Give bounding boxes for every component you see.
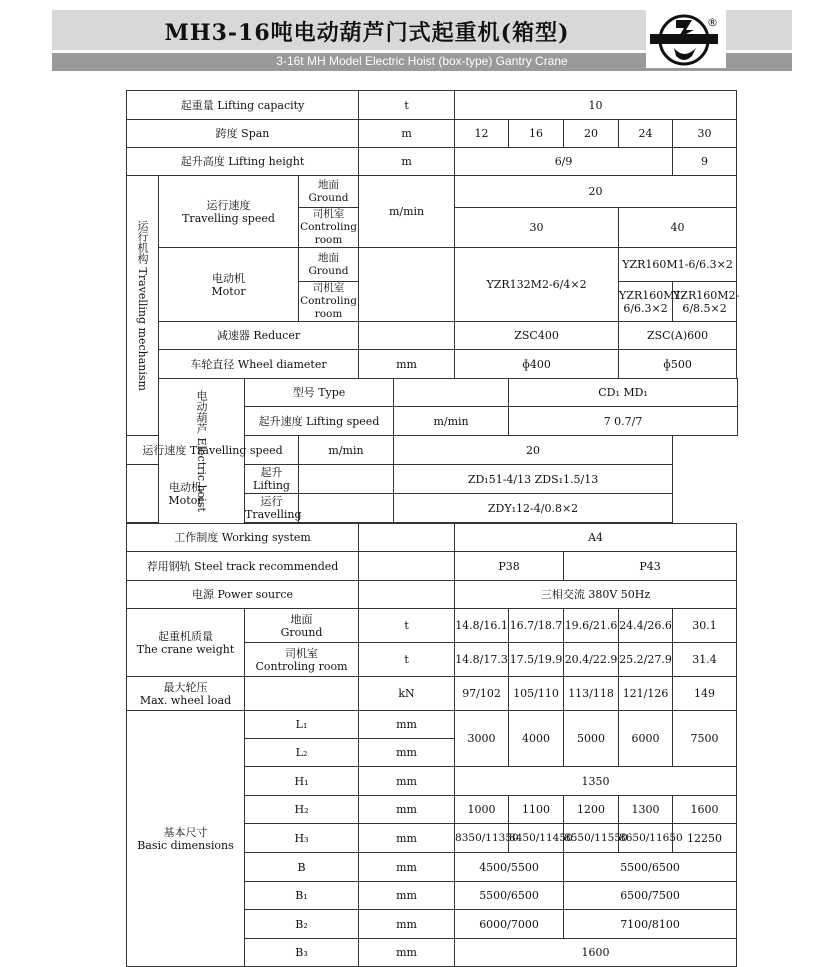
value-cell: YZR132M2-6/4×2 [455, 248, 619, 322]
sub-label: H₃ [245, 824, 359, 853]
value-cell: P38 [455, 552, 564, 581]
label-en: Ground [308, 191, 349, 204]
table-row [127, 91, 742, 120]
value-cell: 9 [673, 148, 737, 176]
label-en: Motor [211, 284, 246, 298]
table-row [127, 120, 742, 148]
value-cell: 8550/11550 [564, 824, 619, 853]
row-label: 型号 Type [245, 379, 394, 407]
unit-cell: kN [359, 677, 455, 711]
label-en: Basic dimensions [137, 838, 234, 852]
row-label: 起升速度 Lifting speed [245, 407, 394, 436]
table-row [127, 248, 742, 282]
label-cn: 基本尺寸 [163, 825, 208, 839]
row-label: 运行速度 Travelling speed [127, 436, 299, 465]
unit-cell [394, 379, 509, 407]
unit-cell: mm [359, 711, 455, 739]
sub-label [245, 677, 359, 711]
value-cell: 24 [619, 120, 673, 148]
sub-label: L₂ [245, 739, 359, 767]
unit-cell: m/min [299, 436, 394, 465]
value-cell: CD₁ MD₁ [509, 379, 738, 407]
page-subtitle: 3-16t MH Model Electric Hoist (box-type) Gantry Crane [276, 54, 568, 68]
label-en: Max. wheel load [139, 693, 232, 707]
value-cell: 97/102 [455, 677, 509, 711]
value-cell: 4000 [509, 711, 564, 767]
value-cell: 14.8/16.1 [455, 609, 509, 643]
value-cell: ZD₁51-4/13 ZDS₁1.5/13 [394, 465, 673, 494]
value-cell: 8350/11350 [455, 824, 509, 853]
table-row [127, 524, 742, 552]
value-cell: 4500/5500 [455, 853, 564, 882]
value-cell: 7500 [673, 711, 737, 767]
unit-cell: mm [359, 796, 455, 824]
value-cell: 149 [673, 677, 737, 711]
label-cn: 地面 [318, 178, 340, 191]
registered-mark: ® [707, 16, 718, 29]
value-cell: 7100/8100 [564, 910, 737, 939]
unit-cell: m [359, 148, 455, 176]
table-row [127, 436, 742, 465]
sub-label: B₃ [245, 939, 359, 967]
value-cell: 8650/11650 [619, 824, 673, 853]
row-label: 跨度 Span [127, 120, 359, 148]
row-label: 起升高度 Lifting height [127, 148, 359, 176]
value-cell: 1350 [455, 767, 737, 796]
row-label [127, 711, 245, 967]
value-cell: 24.4/26.6 [619, 609, 673, 643]
unit-cell: t [359, 91, 455, 120]
table-row [127, 552, 742, 581]
sub-label: H₁ [245, 767, 359, 796]
value-cell: 5500/6500 [455, 882, 564, 910]
row-label [159, 248, 299, 322]
unit-cell: mm [359, 350, 455, 379]
unit-cell: m/min [359, 176, 455, 248]
row-label [127, 609, 245, 677]
unit-cell [359, 322, 455, 350]
unit-cell [299, 494, 394, 523]
table-row [127, 581, 742, 609]
value-cell: 113/118 [564, 677, 619, 711]
table-row [127, 350, 742, 379]
table-row [127, 148, 742, 176]
unit-cell [299, 465, 394, 494]
table-row [127, 609, 742, 643]
label-cn: 电动机 [212, 271, 245, 285]
value-cell: 20 [455, 176, 737, 208]
sub-label [299, 248, 359, 282]
row-label [127, 465, 245, 523]
unit-cell [359, 552, 455, 581]
row-label [127, 677, 245, 711]
label-cn: 电动机 [169, 480, 202, 494]
value-cell: 1600 [673, 796, 737, 824]
value-cell: 1000 [455, 796, 509, 824]
value-cell: 16 [509, 120, 564, 148]
label-cn: 地面 [318, 251, 340, 264]
label-cn: 最大轮压 [163, 680, 208, 694]
value-cell: 3000 [455, 711, 509, 767]
value-cell: 7 0.7/7 [509, 407, 738, 436]
value-cell: YZR160M1-6/6.3×2 [619, 248, 737, 282]
value-cell: ZSC400 [455, 322, 619, 350]
value-cell: 30 [455, 208, 619, 248]
table-row [127, 465, 742, 494]
sub-label: B₂ [245, 910, 359, 939]
value-cell: 121/126 [619, 677, 673, 711]
label-cn: 司机室 [285, 646, 319, 660]
unit-cell: m/min [394, 407, 509, 436]
row-label: 电源 Power source [127, 581, 359, 609]
spec-table [126, 90, 742, 967]
sub-label: 起升 Lifting [245, 465, 299, 494]
value-cell: 20 [564, 120, 619, 148]
value-cell: 5500/6500 [564, 853, 737, 882]
value-cell: 16.7/18.7 [509, 609, 564, 643]
value-cell: 30.1 [673, 609, 737, 643]
value-cell: ZDY₁12-4/0.8×2 [394, 494, 673, 523]
row-label: 工作制度 Working system [127, 524, 359, 552]
value-cell: 8450/11450 [509, 824, 564, 853]
value-cell: 20.4/22.9 [564, 643, 619, 677]
row-label: 减速器 Reducer [159, 322, 359, 350]
value-cell: 三相交流 380V 50Hz [455, 581, 737, 609]
value-cell: YZR160M1-6/6.3×2 [619, 282, 673, 322]
label-cn: 运行速度 [206, 198, 251, 212]
row-label [159, 176, 299, 248]
value-cell: 20 [394, 436, 673, 465]
value-cell: 1100 [509, 796, 564, 824]
table-row [127, 379, 742, 407]
value-cell: 5000 [564, 711, 619, 767]
value-cell: 14.8/17.3 [455, 643, 509, 677]
sub-label [245, 609, 359, 643]
value-cell: 31.4 [673, 643, 737, 677]
value-cell: 19.6/21.6 [564, 609, 619, 643]
unit-cell [359, 524, 455, 552]
label-cn: 起重机质量 [158, 629, 213, 643]
sub-label [299, 208, 359, 248]
value-cell: A4 [455, 524, 737, 552]
value-cell: 6000/7000 [455, 910, 564, 939]
sub-label [245, 643, 359, 677]
unit-cell [359, 581, 455, 609]
unit-cell: m [359, 120, 455, 148]
sub-label: L₁ [245, 711, 359, 739]
unit-cell: mm [359, 739, 455, 767]
group-label: 电动葫芦 Electric hoist [159, 379, 245, 524]
table-row [127, 677, 742, 711]
value-cell: ɸ400 [455, 350, 619, 379]
unit-cell: mm [359, 910, 455, 939]
value-cell: 12250 [673, 824, 737, 853]
value-cell: 12 [455, 120, 509, 148]
value-cell: 25.2/27.9 [619, 643, 673, 677]
sub-label [299, 282, 359, 322]
value-cell: 10 [455, 91, 737, 120]
value-cell: 30 [673, 120, 737, 148]
unit-cell [359, 248, 455, 322]
value-cell: 6000 [619, 711, 673, 767]
value-cell: 17.5/19.9 [509, 643, 564, 677]
value-cell: 1600 [455, 939, 737, 967]
value-cell: ZSC(A)600 [619, 322, 737, 350]
row-label: 车轮直径 Wheel diameter [159, 350, 359, 379]
sub-label: 运行 Travelling [245, 495, 302, 521]
label-en: Controling room [255, 659, 348, 673]
sub-label: B [245, 853, 359, 882]
value-cell: 105/110 [509, 677, 564, 711]
value-cell: 6/9 [455, 148, 673, 176]
table-row [127, 711, 742, 739]
label-cn: 地面 [290, 612, 313, 626]
value-cell: 40 [619, 208, 737, 248]
unit-cell: mm [359, 767, 455, 796]
label-en: Travelling speed [182, 211, 275, 225]
value-cell: 1300 [619, 796, 673, 824]
label-cn: 司机室 [312, 208, 345, 220]
unit-cell: t [359, 643, 455, 677]
sub-label [299, 176, 359, 208]
table-row [127, 322, 742, 350]
label-en: Ground [280, 625, 323, 639]
label-en: Ground [308, 264, 349, 277]
value-cell: 6500/7500 [564, 882, 737, 910]
row-label: 起重量 Lifting capacity [127, 91, 359, 120]
sub-label: H₂ [245, 796, 359, 824]
row-label: 荐用钢轨 Steel track recommended [127, 552, 359, 581]
unit-cell: mm [359, 939, 455, 967]
sub-label: B₁ [245, 882, 359, 910]
label-en: Controling room [300, 221, 357, 246]
value-cell: YZR160M2-6/8.5×2 [673, 282, 737, 322]
page-title: MH3-16吨电动葫芦门式起重机(箱型) [164, 20, 570, 46]
value-cell: 1200 [564, 796, 619, 824]
label-en: Motor [168, 493, 203, 507]
unit-cell: mm [359, 853, 455, 882]
group-label: 运行机构 Travelling mechanism [127, 176, 159, 436]
label-cn: 司机室 [312, 282, 345, 294]
label-en: Controling room [300, 295, 357, 320]
value-cell: P43 [564, 552, 737, 581]
unit-cell: mm [359, 824, 455, 853]
unit-cell: t [359, 609, 455, 643]
unit-cell: mm [359, 882, 455, 910]
label-en: The crane weight [136, 642, 235, 656]
value-cell: ɸ500 [619, 350, 737, 379]
table-row [127, 176, 742, 208]
